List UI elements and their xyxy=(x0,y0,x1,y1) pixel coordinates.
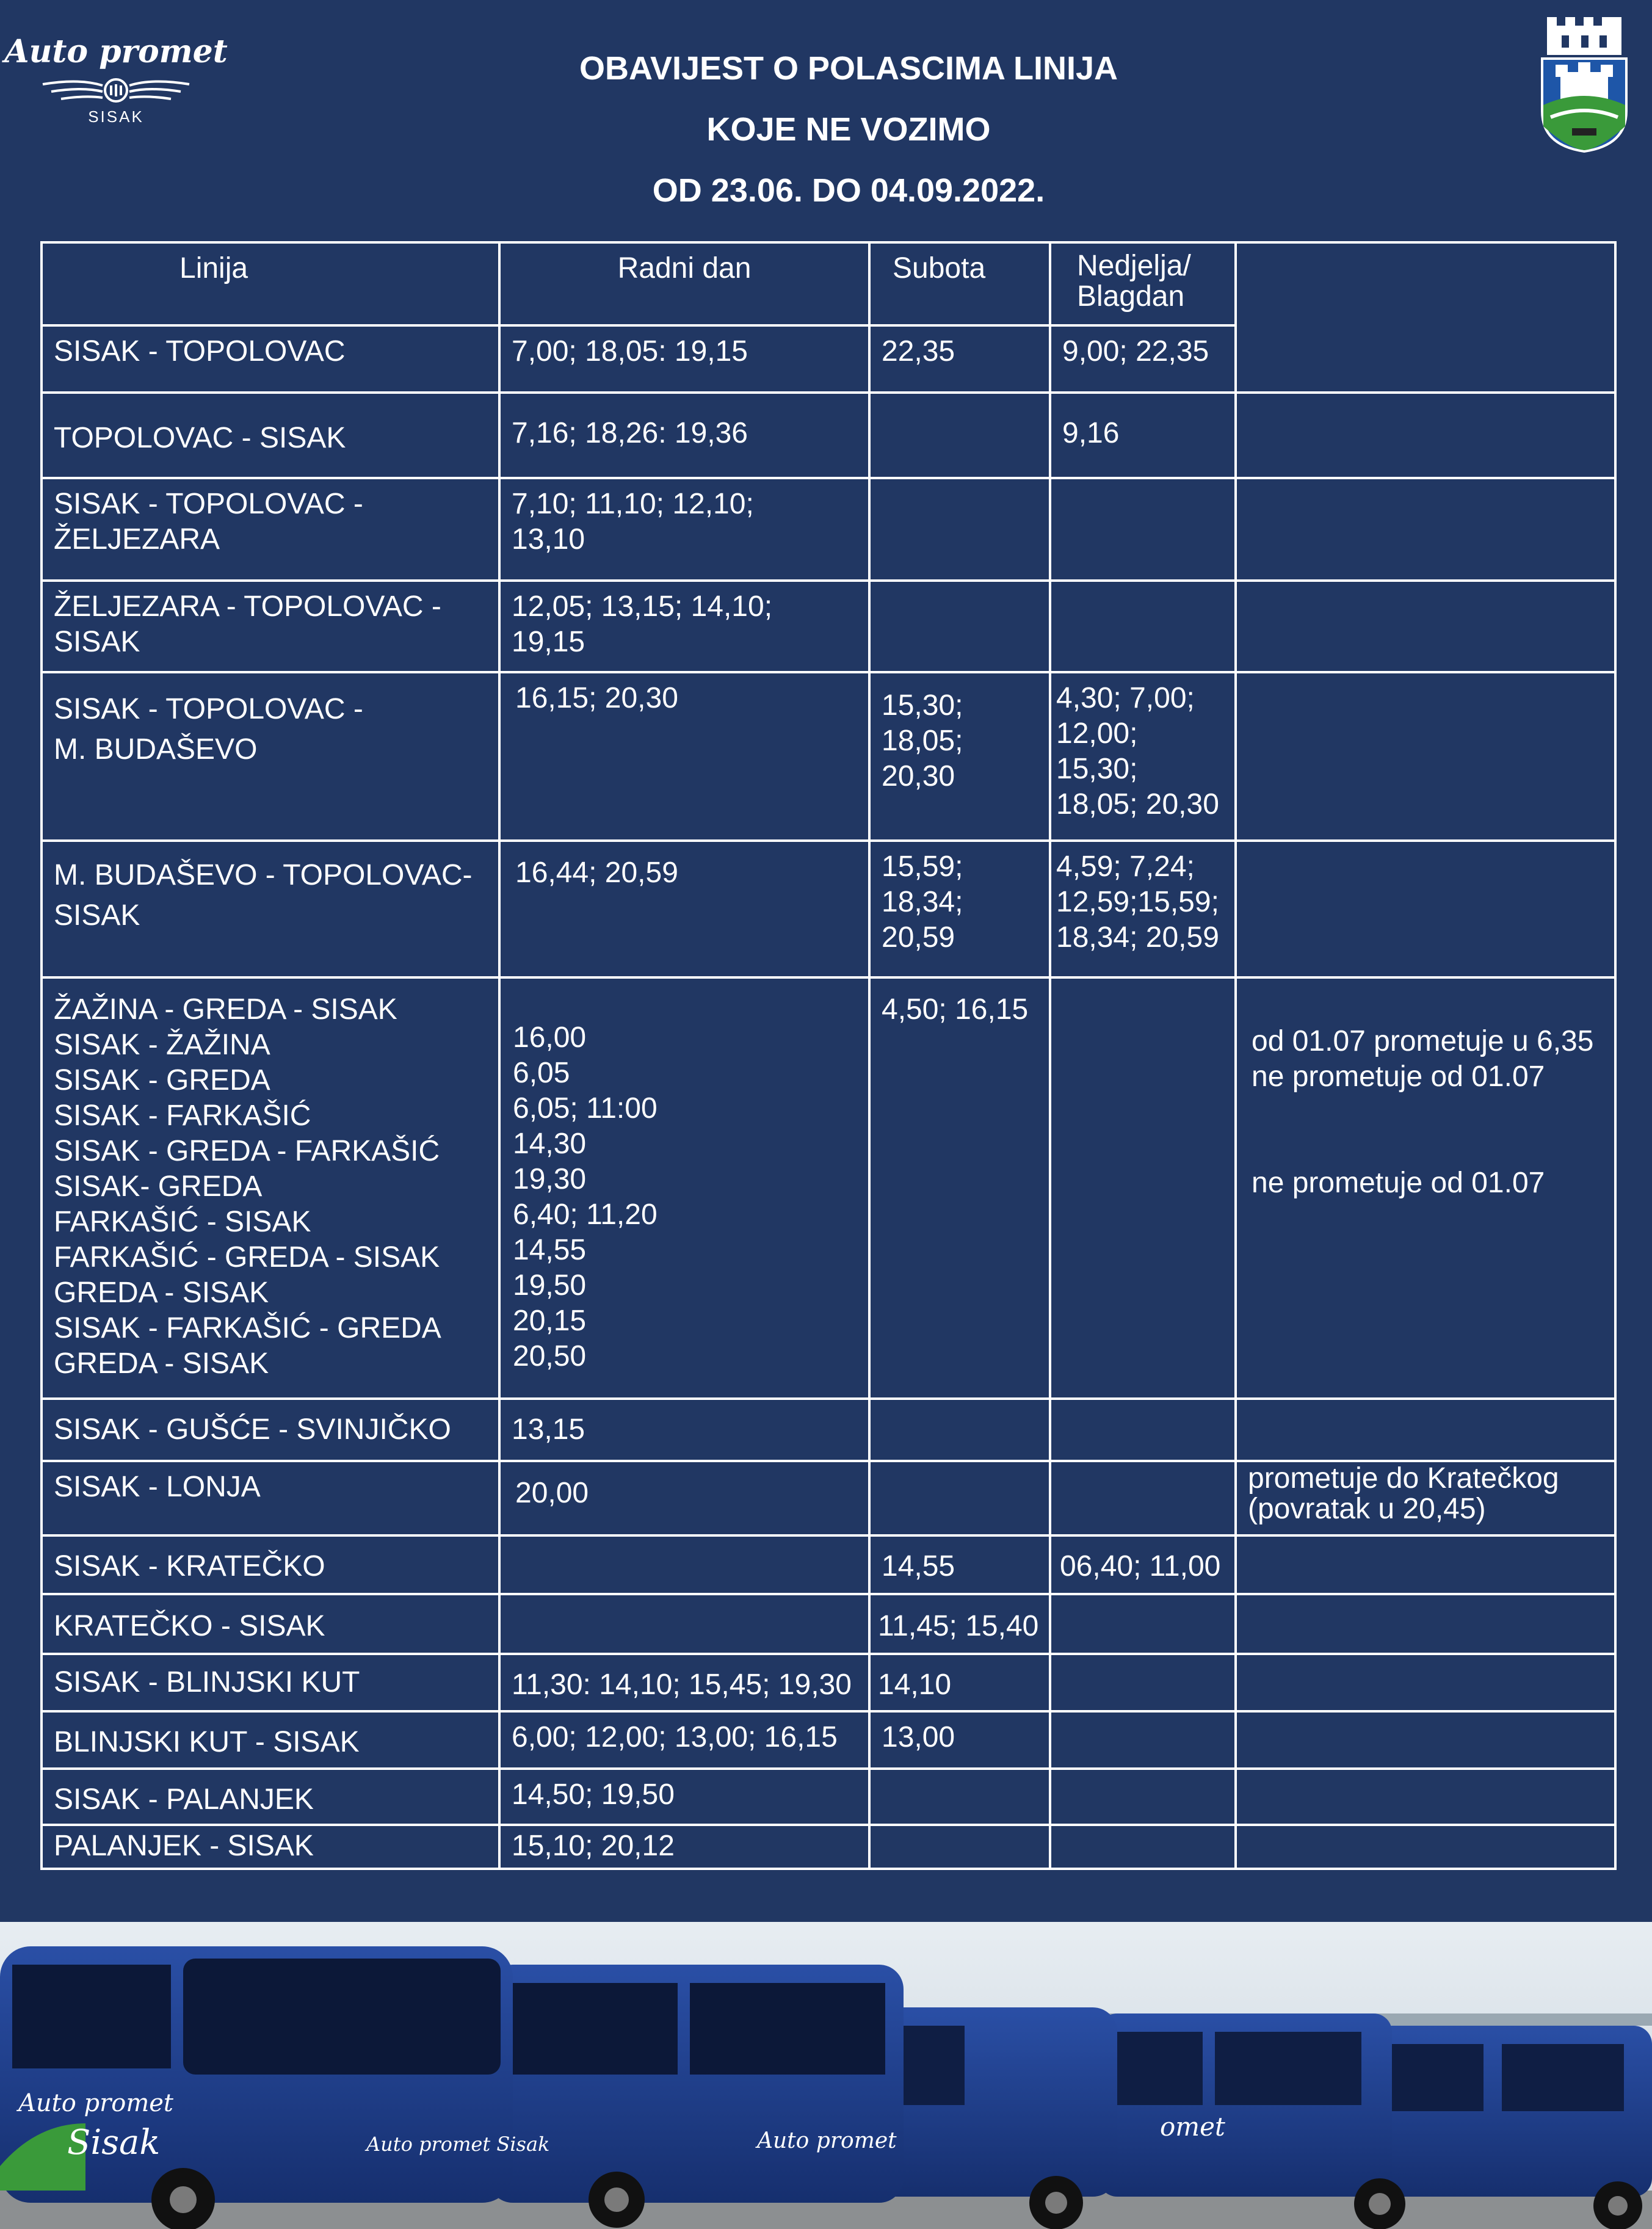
cell-saturday xyxy=(869,1825,1050,1869)
cell-sunday xyxy=(1050,581,1236,672)
cell-saturday xyxy=(869,478,1050,581)
cell-weekday: 13,15 xyxy=(499,1399,869,1461)
header-weekday: Radni dan xyxy=(499,242,869,325)
cell-saturday xyxy=(869,581,1050,672)
cell-line: M. BUDAŠEVO - TOPOLOVAC- SISAK xyxy=(42,841,499,977)
cell-weekday: 15,10; 20,12 xyxy=(499,1825,869,1869)
cell-note: prometuje do Kratečkog (povratak u 20,45) xyxy=(1236,1461,1615,1535)
table-row xyxy=(42,581,1615,672)
cell-line: SISAK - LONJA xyxy=(42,1461,499,1535)
cell-saturday: 14,55 xyxy=(869,1535,1050,1594)
cell-sunday xyxy=(1050,1711,1236,1769)
cell-weekday xyxy=(499,1594,869,1654)
cell-line: SISAK - KRATEČKO xyxy=(42,1535,499,1594)
cell-weekday: 7,10; 11,10; 12,10; 13,10 xyxy=(499,478,869,581)
table-row xyxy=(42,1461,1615,1535)
cell-line: ŽELJEZARA - TOPOLOVAC - SISAK xyxy=(42,581,499,672)
cell-sunday: 9,16 xyxy=(1050,393,1236,478)
logo-city-text: SISAK xyxy=(88,107,144,126)
cell-note xyxy=(1236,1654,1615,1711)
cell-weekday: 7,00; 18,05: 19,15 xyxy=(499,325,869,393)
cell-weekday: 16,15; 20,30 xyxy=(499,672,869,841)
table-row xyxy=(42,1654,1615,1711)
cell-note xyxy=(1236,1535,1615,1594)
cell-weekday: 20,00 xyxy=(499,1461,869,1535)
cell-sunday: 06,40; 11,00 xyxy=(1050,1535,1236,1594)
cell-line: KRATEČKO - SISAK xyxy=(42,1594,499,1654)
cell-line: SISAK - TOPOLOVAC xyxy=(42,325,499,393)
cell-sunday xyxy=(1050,977,1236,1399)
table-header-row xyxy=(42,242,1615,325)
cell-sunday xyxy=(1050,1594,1236,1654)
auto-promet-logo xyxy=(4,24,228,128)
cell-saturday: 4,50; 16,15 xyxy=(869,977,1050,1399)
cell-weekday: 16,44; 20,59 xyxy=(499,841,869,977)
cell-line: SISAK - BLINJSKI KUT xyxy=(42,1654,499,1711)
cell-saturday xyxy=(869,393,1050,478)
cell-saturday: 11,45; 15,40 xyxy=(869,1594,1050,1654)
cell-note xyxy=(1236,581,1615,672)
cell-sunday: 9,00; 22,35 xyxy=(1050,325,1236,393)
svg-text:Auto promet: Auto promet xyxy=(757,2128,897,2153)
cell-saturday: 15,30; 18,05; 20,30 xyxy=(869,672,1050,841)
cell-line: BLINJSKI KUT - SISAK xyxy=(42,1711,499,1769)
cell-note xyxy=(1236,393,1615,478)
cell-note xyxy=(1236,1399,1615,1461)
cell-sunday xyxy=(1050,478,1236,581)
title-line-2: KOJE NE VOZIMO xyxy=(706,111,991,148)
bus-lettering-1: Auto promet xyxy=(18,2089,174,2117)
cell-line: PALANJEK - SISAK xyxy=(42,1825,499,1869)
table-row xyxy=(42,478,1615,581)
title-line-3: OD 23.06. DO 04.09.2022. xyxy=(652,172,1045,209)
table-row xyxy=(42,1535,1615,1594)
logo-script-text: Auto promet xyxy=(4,33,228,70)
header-line: Linija xyxy=(42,242,499,325)
bus-lettering-3: Auto promet Sisak xyxy=(366,2133,550,2156)
sisak-coat-of-arms-icon xyxy=(1538,13,1630,154)
table-row xyxy=(42,672,1615,841)
cell-weekday: 12,05; 13,15; 14,10; 19,15 xyxy=(499,581,869,672)
cell-weekday: 6,00; 12,00; 13,00; 16,15 xyxy=(499,1711,869,1769)
cell-sunday xyxy=(1050,1654,1236,1711)
schedule-table xyxy=(40,241,1617,1870)
table-row xyxy=(42,1769,1615,1825)
svg-text:omet: omet xyxy=(1160,2112,1225,2142)
cell-note xyxy=(1236,1769,1615,1825)
header-saturday: Subota xyxy=(869,242,1050,325)
cell-weekday: 14,50; 19,50 xyxy=(499,1769,869,1825)
cell-line: TOPOLOVAC - SISAK xyxy=(42,393,499,478)
cell-weekday: 7,16; 18,26: 19,36 xyxy=(499,393,869,478)
cell-note xyxy=(1236,1825,1615,1869)
table-row xyxy=(42,1594,1615,1654)
table-row xyxy=(42,1711,1615,1769)
cell-note xyxy=(1236,1711,1615,1769)
cell-line: ŽAŽINA - GREDA - SISAK SISAK - ŽAŽINA SISAK - GREDA SISAK - FARKAŠIĆ SISAK - GREDA - FARKAŠIĆ SISAK- GREDA FARKAŠIĆ - SISAK FARKAŠIĆ - GREDA - SISAK GREDA - SISAK SISAK - FARKAŠIĆ - GREDA GREDA - SISAK xyxy=(42,977,499,1399)
cell-note xyxy=(1236,841,1615,977)
cell-weekday: 11,30: 14,10; 15,45; 19,30 xyxy=(499,1654,869,1711)
bus-fleet-photo xyxy=(0,1922,1652,2229)
cell-sunday xyxy=(1050,1399,1236,1461)
cell-line: SISAK - PALANJEK xyxy=(42,1769,499,1825)
header-note xyxy=(1236,242,1615,393)
table-row xyxy=(42,1825,1615,1869)
header-sunday-holiday: Nedjelja/ Blagdan xyxy=(1050,242,1236,325)
cell-line: SISAK - TOPOLOVAC - M. BUDAŠEVO xyxy=(42,672,499,841)
cell-note xyxy=(1236,478,1615,581)
cell-line: SISAK - TOPOLOVAC - ŽELJEZARA xyxy=(42,478,499,581)
cell-sunday xyxy=(1050,1825,1236,1869)
cell-note xyxy=(1236,1594,1615,1654)
cell-sunday xyxy=(1050,1461,1236,1535)
cell-saturday: 14,10 xyxy=(869,1654,1050,1711)
cell-saturday: 15,59; 18,34; 20,59 xyxy=(869,841,1050,977)
cell-saturday: 22,35 xyxy=(869,325,1050,393)
cell-note: od 01.07 prometuje u 6,35 ne prometuje od 01.07 ne prometuje od 01.07 xyxy=(1236,977,1615,1399)
table-row xyxy=(42,841,1615,977)
cell-saturday: 13,00 xyxy=(869,1711,1050,1769)
cell-sunday: 4,30; 7,00; 12,00; 15,30; 18,05; 20,30 xyxy=(1050,672,1236,841)
cell-saturday xyxy=(869,1769,1050,1825)
table-row xyxy=(42,1399,1615,1461)
table-row xyxy=(42,977,1615,1399)
notice-title xyxy=(397,38,1300,221)
cell-weekday: 16,00 6,05 6,05; 11:00 14,30 19,30 6,40; 11,20 14,55 19,50 20,15 20,50 xyxy=(499,977,869,1399)
cell-saturday xyxy=(869,1461,1050,1535)
bus-lettering-2: Sisak xyxy=(67,2123,161,2162)
cell-sunday: 4,59; 7,24; 12,59;15,59; 18,34; 20,59 xyxy=(1050,841,1236,977)
cell-sunday xyxy=(1050,1769,1236,1825)
cell-line: SISAK - GUŠĆE - SVINJIČKO xyxy=(42,1399,499,1461)
cell-weekday xyxy=(499,1535,869,1594)
cell-saturday xyxy=(869,1399,1050,1461)
title-line-1: OBAVIJEST O POLASCIMA LINIJA xyxy=(579,50,1118,87)
logo-wings-icon xyxy=(43,79,189,101)
table-row xyxy=(42,393,1615,478)
cell-note xyxy=(1236,672,1615,841)
